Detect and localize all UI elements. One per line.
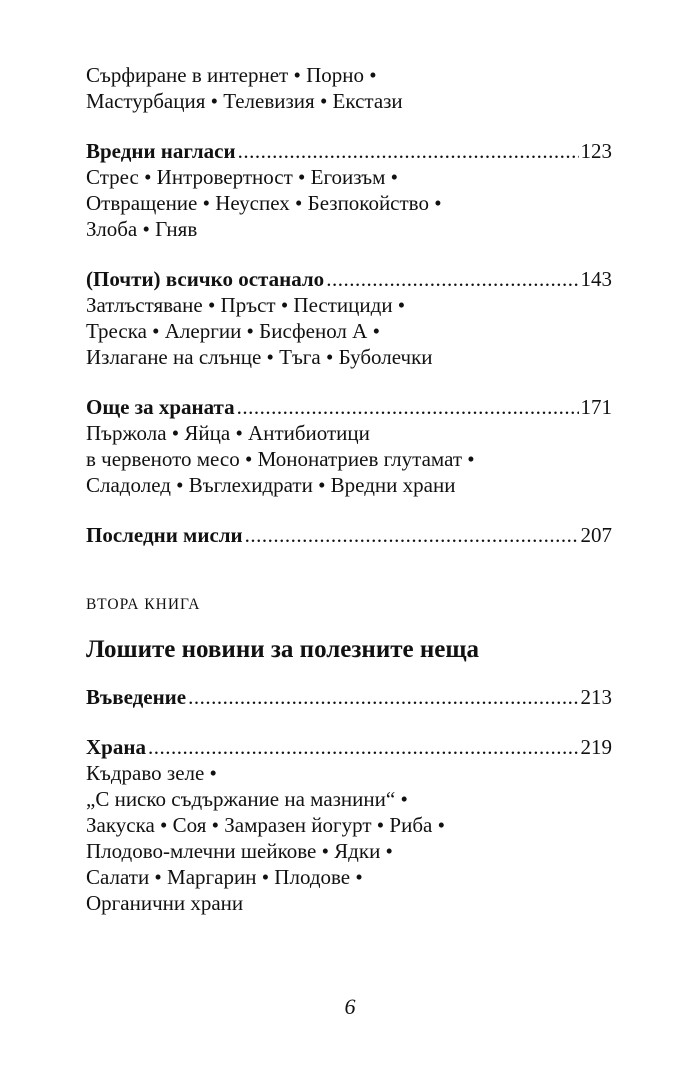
toc-item-line: Отвращение • Неуспех • Безпокойство • [86,191,442,215]
toc-entry [86,394,612,420]
toc-item-line: в червеното месо • Мононатриев глутамат • [86,447,475,471]
toc-entry [86,266,612,292]
toc-entry-title: Храна [86,735,146,759]
toc-item-line: Треска • Алергии • Бисфенол А • [86,319,380,343]
toc-dot-leader [188,684,578,710]
toc-dot-leader [148,734,579,760]
toc-item-line: Сърфиране в интернет • Порно • [86,63,377,87]
toc-section [86,684,612,710]
toc-entry [86,522,612,548]
toc-item-line: Стрес • Интровертност • Егоизъм • [86,165,398,189]
toc-section [86,394,612,498]
toc-section [86,266,612,370]
toc-entry-title: (Почти) всичко останало [86,267,325,291]
toc-item-line: Затлъстяване • Пръст • Пестициди • [86,293,406,317]
toc-item-line: Закуска • Соя • Замразен йогурт • Риба • [86,813,445,837]
book-title: Лошите новини за полезните неща [86,636,479,663]
toc-entry-page: 171 [580,395,612,419]
toc-section [86,522,612,548]
toc-entry-title: Вредни нагласи [86,139,236,163]
toc-entry-page: 123 [580,139,612,163]
toc-item-line: Пържола • Яйца • Антибиотици [86,421,370,445]
toc-entry [86,684,612,710]
toc-item-line: „С ниско съдържание на мазнини“ • [86,787,408,811]
toc-item-line: Салати • Маргарин • Плодове • [86,865,363,889]
toc-item-line: Къдраво зеле • [86,761,217,785]
toc-entry-title: Още за храната [86,395,235,419]
toc-item-line: Плодово-млечни шейкове • Ядки • [86,839,393,863]
toc-section [86,734,612,916]
toc-item-line: Сладолед • Въглехидрати • Вредни храни [86,473,456,497]
toc-section [86,138,612,242]
toc-entry [86,734,612,760]
toc-dot-leader [245,522,579,548]
toc-dot-leader [238,138,579,164]
toc-dot-leader [326,266,578,292]
toc-entry [86,138,612,164]
toc-item-line: Излагане на слънце • Тъга • Буболечки [86,345,433,369]
toc-entry-page: 219 [580,735,612,759]
toc-dot-leader [237,394,579,420]
toc-entry-page: 207 [580,523,612,547]
book-label: ВТОРА КНИГА [86,596,201,613]
toc-entry-page: 213 [580,685,612,709]
toc-entry-title: Въведение [86,685,187,709]
toc-item-line: Злоба • Гняв [86,217,198,241]
toc-item-line: Органични храни [86,891,244,915]
toc-item-line: Мастурбация • Телевизия • Екстази [86,89,403,113]
toc-entry-title: Последни мисли [86,523,243,547]
toc-entry-page: 143 [580,267,612,291]
page-number: 6 [344,994,356,1019]
table-of-contents [86,62,612,916]
